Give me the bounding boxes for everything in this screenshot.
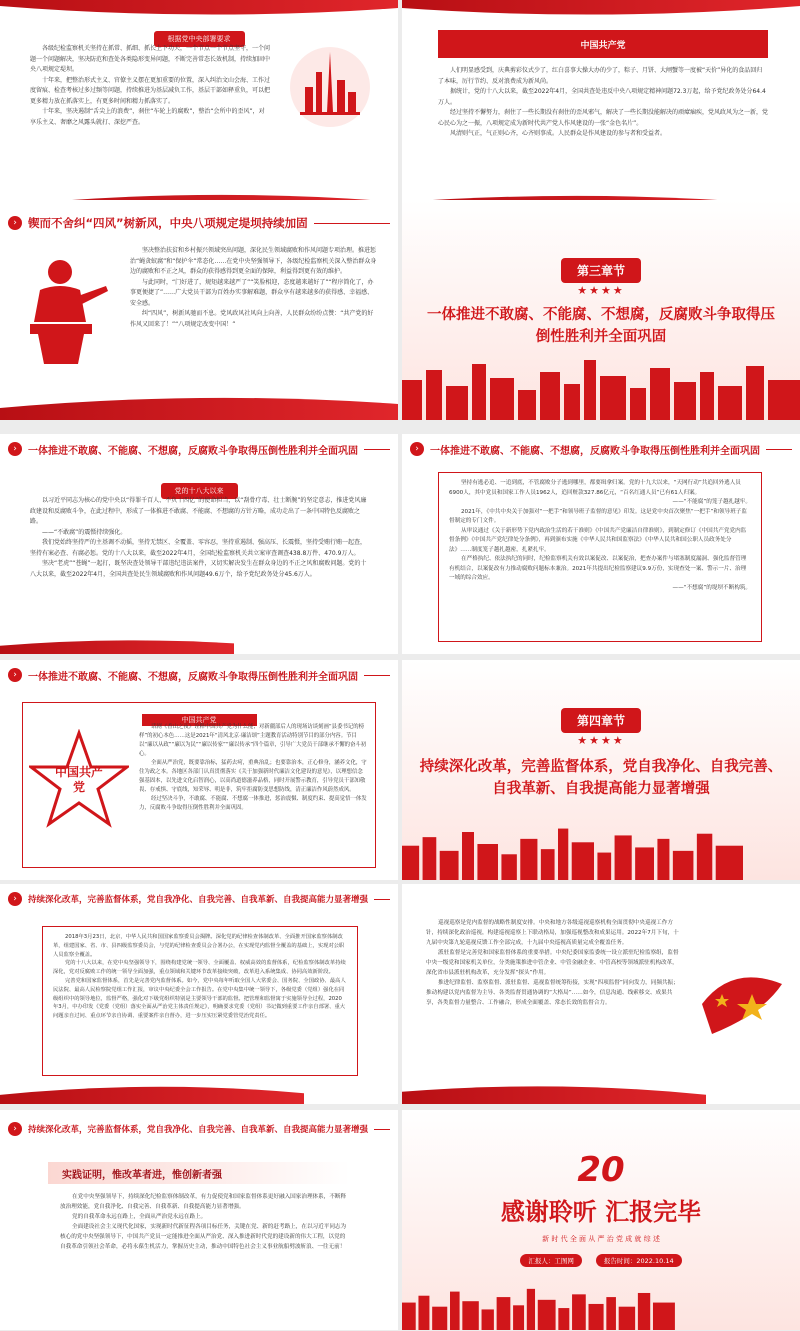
paragraph: 十年来，坚决遏制“舌尖上的浪费”，刹住“车轮上的腐败”，整治“会所中的歪风”，对享乐主义、奢靡之风露头就打、深挖严查。 [30,108,265,126]
slide-11 [0,1110,398,1330]
stars-decoration: ★★★★ [577,284,625,297]
report-date-label: 报告时间：2022.10.14 [596,1254,682,1267]
section-pill: 党的十八大以来 [161,483,238,499]
slide-4-chapter [402,200,800,420]
divider [314,223,390,224]
divider [374,1129,390,1130]
slide-7 [0,660,398,880]
reporter-label: 汇报人：工图网 [520,1254,582,1267]
paragraph: 全面建设社会主义现代化国家，实现新时代新征程各项目标任务，关键在党、新的赶考路上，在以习近平同志为核心的党中央坚强领导下，中国共产党员一定能推进全面从严治党、深入推进新时代党的建设新的伟大工程，以党的自我革命引领社会革命，必将永葆生机活力，掌握历史主动，推动中国特色社会主义事业航船劈波斩浪、一往无前！ [60,1224,347,1250]
divider [374,899,390,900]
city-skyline-decoration [402,350,800,420]
bottom-wave [402,1078,706,1104]
slide-title-bar [0,212,398,234]
paragraph: 党的十八大以来，在党中央坚强领导下，围绕构建党统一领导、全面覆盖、权威高效的监督体系，纪检监察体制改革持续深化，党对反腐败工作的统一领导全面加强，重点领域和关键环节改革接续突破，改革进入系统集成、协同高效新阶段。 [53,960,346,976]
slide-title-bar [402,438,800,460]
city-skyline-decoration [402,820,743,880]
paragraph: 在党中央坚强领导下，持续深化纪检监察体制改革，有力促使党和国家监督体系更好融入国家治理体系，不断释放治理效能，党自我净化、自我完善、自我革新、自我提高能力显著增强。 [60,1194,347,1210]
paragraph: 风清则气正，气正则心齐，心齐则事成。人民群众是作风建设的参与者和受益者。 [450,130,667,137]
slide-9 [0,884,398,1104]
slide-title-bar [0,1118,398,1140]
bottom-wave [0,386,398,420]
big-number: 20 [577,1150,625,1190]
city-skyline-decoration [402,1282,675,1330]
divider [364,675,390,676]
slide-3 [0,200,398,420]
closing-subtitle: 新 时 代 全 面 从 严 治 党 成 就 综 述 [542,1235,660,1243]
closing-title: 感谢聆听 汇报完毕 [500,1198,702,1226]
text-frame [22,702,376,868]
slide-12-closing [402,1110,800,1330]
divider [766,449,792,450]
city-emblem-icon [285,42,375,132]
paragraph: 与此同时，“门好进了，规矩越来越严了”“笑脸相迎，态度越来越好了”“程序简化了，办事更便捷了”……广大党员干部为百姓办实事解难题，群众享有越来越多的获得感、幸福感、安全感。 [130,278,374,307]
bottom-wave [0,634,234,654]
slide-title: 锲而不舍纠“四风”树新风，中央八项规定堤坝持续加固 [28,216,308,230]
paragraph: 党的自我革命永远在路上，全面从严治党永远在路上。 [72,1214,207,1220]
stars-decoration: ★★★★ [577,734,625,747]
slide-8-chapter [402,660,800,880]
slide-title: 持续深化改革，完善监督体系，党自我净化、自我完善、自我革新、自我提高能力显著增强 [28,895,369,905]
speaker-podium-icon [20,256,120,366]
paragraph: 据统计，党的十八大以来，截至2022年4月，全国共查处违反中央八项规定精神问题72.3万起，给予党纪政务处分64.4万人。 [438,88,766,106]
section-header: 中国共产党 [142,714,257,726]
text-frame [42,926,358,1076]
paragraph: 2021年，《中共中央关于加强对“一把手”和领导班子监督的意见》印发。这是党中央首次聚焦“一把手”和领导班子监督制定的专门文件。 [449,508,747,524]
chapter-badge: 第三章节 [561,258,641,283]
slide-title-bar [0,888,398,910]
paragraph: 人们明显感受到，庆典剪彩仪式少了，红白喜事大操大办的少了，粽子、月饼、大闸蟹等一度被“天价”异化的食品回归了本味，厉行节约、反对浪费成为新风尚。 [438,67,763,85]
paragraph: 经过坚决斗争，不敢腐、不能腐、不想腐一体推进，惩治震慑、制度约束、提高觉悟一体发力，反腐败斗争取得压倒性胜利并全面巩固。 [139,796,367,811]
chevron-right-icon: › [8,216,22,230]
paragraph: 以习近平同志为核心的党中央以“得罪千百人、不负十四亿”的使命担当，以“刮骨疗毒、壮士断腕”的坚定意志，推进党风廉政建设和反腐败斗争，在此过程中，形成了一体推进不敢腐、不能腐、不想腐的方针方略，成功走出了一条中国特色反腐败之路。 [30,497,367,525]
slide-title-bar [0,664,398,686]
chapter-badge: 第四章节 [561,708,641,733]
paragraph: 2018年3月23日，北京，中华人民共和国国家监察委员会揭牌。深化党的纪律检查体制改革、全面推开国家监察体制改革，组建国家、省、市、县四级监察委员会，与党的纪律检查委员会合署办公，在实现党内监督全覆盖的基础上，实现对公职人员监察全覆盖。 [53,934,345,958]
section-pill: 根据党中央部署要求 [154,31,245,47]
slide-6 [402,434,800,654]
paragraph: 我们党始终坚持严的主基调不动摇，坚持无禁区、全覆盖、零容忍，坚持重遏制、强高压、长震慑，坚持受贿行贿一起查，坚持有案必查、有腐必惩。党的十八大以来，截至2022年4月，全国纪检监察机关共立案审查调查438.8万件、470.9万人。 [30,539,367,557]
paragraph: ——“不敢腐”的震慑持续强化。 [42,528,127,536]
bottom-wave [0,1078,304,1104]
slide-title: 一体推进不敢腐、不能腐、不想腐，反腐败斗争取得压倒性胜利并全面巩固 [28,671,358,683]
chevron-right-icon: › [8,668,22,682]
section-header: 中国共产党 [580,40,626,51]
slide-title: 一体推进不敢腐、不能腐、不想腐，反腐败斗争取得压倒性胜利并全面巩固 [28,445,358,457]
paragraph: 全面从严治党，既要靠治标，猛药去疴，重典治乱；也要靠治本，正心修身，涵养文化，守住为政之本。各地区各部门认真贯彻落实《关于加强新时代廉洁文化建设的意见》，以理想信念强基固本，以先进文化启智润心，以高尚道德滋养品格，同时开展警示教育，引导党员干部知敬畏、存戒惧、守底线，知荣辱、明是非，筑牢拒腐防变思想防线，清正廉洁作风蔚然成风。 [139,760,367,793]
paragraph: 坚决“老虎”“苍蝇”一起打，既坚决查处领导干部违纪违法案件，又切实解决发生在群众身边的不正之风和腐败问题。党的十八大以来，截至2022年4月，全国共查处民生领域腐败和作风问题49.6万个，给予党纪政务处分45.6万人。 [30,560,367,578]
paragraph: 完善党和国家监督体系，首先是完善党内监督体系。如今，党中央每年听取全国人大常委会、国务院、全国政协、最高人民法院、最高人民检察院党组工作汇报，审议中央纪委全会工作报告。在党中央集中统一领导下，各级党委（党组）强化在同级组织中的领导地位，监督严格，强化对下级党组织特别是主要领导干部的监督。把管理和监督寓于实施领导全过程，2020年3月，中办印发《党委（党组）落实全面从严治党主体责任规定》，明确要求党委（党组）书记做到重要工作亲自部署、重大问题亲自过问、重点环节亲自协调、重要案件亲自督办，进一步压实压紧党委管党治党责任。 [53,977,346,1020]
section-heading: 实践证明，惟改革者进，惟创新者强 [62,1169,222,1181]
paragraph: 坚决整治扶贫和乡村振兴领域突出问题，深化民生领域腐败和作风问题专项治理。推进惩治“蝇贪蚁腐”和“保护伞”常态化……在党中央坚强领导下，各级纪检监察机关深入整治群众身边的腐败和不正之风，群众的获得感得到更全面的保障，利益得到更有效的维护。 [130,247,377,275]
paragraph: ——“不能腐”的笼子越扎越牢。 [672,499,751,505]
slide-2 [402,0,800,220]
text-frame [438,472,762,642]
paragraph: 在严格执纪、依法执纪的同时，纪检监察机关有效以案促改、以案促治，把查办案件与堵塞制度漏洞、强化监督管理有机结合，以案促改有力推动腐败问题标本兼治。2021年共提出纪检监察建议9.9万份，实现查处一案、警示一片、治理一域的综合效应。 [449,556,747,581]
red-flag-stars-icon [692,954,792,1044]
divider [364,449,390,450]
paragraph: 十年来，把整治形式主义、官僚主义摆在更加重要的位置，深入纠治文山会海、工作过度留痕、检查考核过多过频等问题，持续推进为基层减负工作，基层干部如释重负，可以把更多精力放在抓落实上，有更多时间和精力抓落实了。 [30,76,271,105]
top-wave [402,0,800,22]
paragraph: 推进纪律监督、监察监督、派驻监督、巡视监督统筹衔接，实现“四项监督”同向发力，同频共振；推动构建以党内监督为主导、各类监督贯通协调的“大格局”……如今，信息沟通、线索移交、成果共享，各类监督力量整合、工作融合，形成全面覆盖、常态长效的监督合力。 [426,980,679,1006]
chevron-right-icon: › [8,1122,22,1136]
paragraph: 坚持有逃必追、一追到底，不管腐败分子逃到哪里，都要缉拿归案。党的十九大以来，“天网行动”共追回外逃人员6900人，其中党员和国家工作人员1962人，追回赃款327.86亿元，“百名红通人员”已有61人归案。 [449,480,741,496]
star-emblem-text: 中国共产党 [54,765,103,794]
top-wave [0,0,398,22]
slide-10 [402,884,800,1104]
paragraph: 纠“四风”，树新风驰而不息。党风政风社风向上向善，人民群众纷纷点赞：“共产党的好作风又回来了！”“八项规定改变中国！” [130,310,374,328]
paragraph: 从审议通过《关于新形势下党内政治生活的若干准则》《中国共产党廉洁自律准则》，到制定修订《中国共产党党内监督条例》《中国共产党纪律处分条例》，再到颁布实施《中华人民共和国监察法》《中华人民共和国公职人员政务处分法》……制度笼子越扎越密，扎紧扎牢。 [449,527,747,553]
chevron-right-icon: › [410,442,424,456]
paragraph: 巡视巡察是党内监督的战略性制度安排。中央和地方各级巡视巡察机构全面贯彻中央巡视工作方针，持续深化政治巡视，构建巡视巡察上下联动格局，加强巡视整改和成果运用。2022年7月下旬，十九届中央第九轮巡视反馈工作全部完成，十九届中央巡视高质量完成全覆盖任务。 [426,920,679,946]
slide-1 [0,0,398,220]
slide-title-bar [0,438,398,460]
paragraph: 经过坚持不懈努力，刹住了一些长期没有刹住的歪风邪气，解决了一些长期没能解决的顽瘴痼疾，党风政风为之一新，党心民心为之一振，八项规定成为新时代共产党人作风建设的一张“金色名片”。 [438,109,769,127]
paragraph: 派驻监督是完善党和国家监督体系的重要举措。中央纪委国家监委统一设立派驻纪检监察组，监督中央一级党和国家机关单位，分类施策推进中管企业、中管金融企业、中管高校等领域派驻机构改革，深化省市县派驻机构改革，充分发挥“探头”作用。 [426,950,679,976]
chevron-right-icon: › [8,892,22,906]
slide-5 [0,434,398,654]
slide-title: 一体推进不敢腐、不能腐、不想腐，反腐败斗争取得压倒性胜利并全面巩固 [430,445,760,457]
paragraph: ——“不想腐”的堤坝不断构筑。 [672,584,751,591]
chapter-title: 持续深化改革，完善监督体系，党自我净化、自我完善、自我革新、自我提高能力显著增强 [419,759,783,797]
chevron-right-icon: › [8,442,22,456]
chapter-title: 一体推进不敢腐、不能腐、不想腐，反腐败斗争取得压倒性胜利并全面巩固 [427,307,775,345]
paragraph: 各级纪检监察机关坚持在抓常、抓细、抓长上下功夫，一个节点一个节点坚守，一个问题一个问题解决，坚决防范和查处各类隐形变异问题，不断完善常态长效机制，持续加固中央八项规定堤坝。 [30,45,271,73]
slide-title: 持续深化改革，完善监督体系，党自我净化、自我完善、自我革新、自我提高能力显著增强 [28,1125,369,1135]
paragraph: 话剧《香山之夜》诠释中国共产党为什么能；对新疆部后人的现场访谈刻画“县委书记的榜样”的初心本色……这是2021年“清风北京·廉洁颂”主题教育活动特别节目的部分内容。节目以“廉以从政”“廉以为民”“廉以传家”“廉以传承”四个篇章，引导广大党员干部继承不懈的奋斗初心。 [139,724,367,757]
